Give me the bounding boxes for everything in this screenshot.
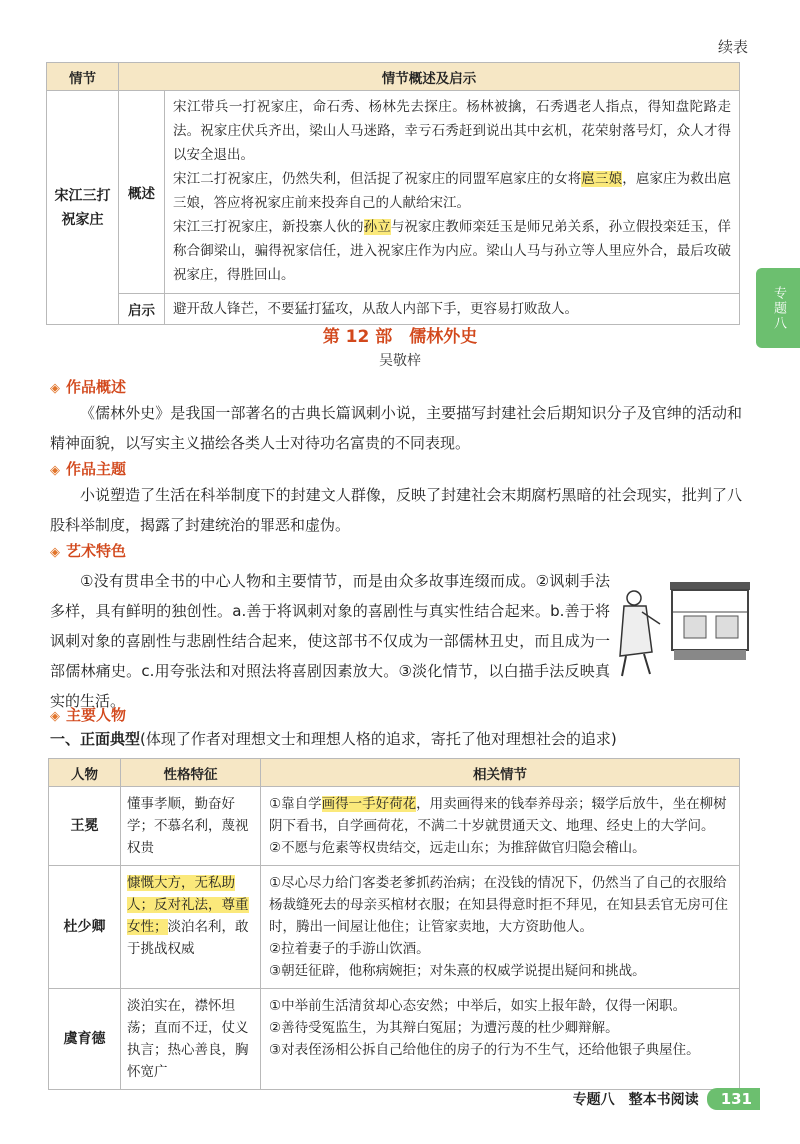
episode-name-text: 宋江三打祝家庄 — [54, 187, 111, 228]
diamond-arrow-icon: ◈ — [50, 709, 60, 724]
scholar-illustration — [612, 572, 754, 682]
part-title: 第 12 部 儒林外史 — [322, 327, 478, 347]
overview-label: 概述 — [119, 91, 165, 294]
episode-table — [46, 62, 740, 325]
character-plot — [261, 989, 740, 1090]
section-art-label: 艺术特色 — [66, 542, 127, 560]
overview-p3 — [173, 215, 731, 287]
section-art-title — [50, 540, 126, 561]
col-header-traits: 性格特征 — [121, 759, 261, 787]
col-header-summary: 情节概述及启示 — [119, 63, 740, 91]
table-row — [49, 866, 740, 989]
positive-type-heading — [50, 728, 617, 749]
character-name: 虞育德 — [49, 989, 121, 1090]
col-header-episode: 情节 — [47, 63, 119, 91]
character-name: 王冕 — [49, 787, 121, 866]
section-theme-title — [50, 458, 126, 479]
plot-line-2: ②不愿与危素等权贵结交，远走山东；为推辞做官归隐会稽山。 — [269, 840, 646, 856]
plot-line-3: ③朝廷征辟，他称病婉拒；对朱熹的权威学说提出疑问和挑战。 — [269, 963, 646, 979]
plot-highlight: 画得一手好荷花 — [321, 796, 417, 812]
section-characters-label: 主要人物 — [66, 706, 127, 724]
section-overview-title — [50, 376, 126, 397]
character-traits: 淡泊实在，襟怀坦荡；直而不迂，仗义执言；热心善良，胸怀宽广 — [121, 989, 261, 1090]
episode-name — [47, 91, 119, 325]
characters-table — [48, 758, 740, 1090]
plot-text: ，用卖画得来的钱奉养母亲；辍学后放牛，坐在柳树阴下看书，自学画荷花，不满二十岁就贯通天文、地理、经史上的大学问。 — [269, 796, 727, 834]
section-art-text: ①没有贯串全书的中心人物和主要情节，而是由众多故事连缀而成。②讽刺手法多样，具有鲜明的独创性。a.善于将讽刺对象的喜剧性与真实性结合起来。b.善于将讽刺对象的喜剧性与悲剧性结合起来，使这部书不仅成为一部儒林丑史，而且成为一部儒林痛史。c.用夸张法和对照法将喜剧因素放大。③淡化情节，以白描手法反映真实的生活。 — [50, 572, 610, 710]
insight-label: 启示 — [119, 294, 165, 325]
col-header-plot: 相关情节 — [261, 759, 740, 787]
continued-label: 续表 — [717, 38, 748, 56]
section-theme-label: 作品主题 — [66, 460, 127, 478]
positive-type-bold: 一、正面典型 — [50, 730, 141, 748]
plot-text: ①靠自学 — [269, 796, 322, 812]
p3-text-a: 宋江三打祝家庄，新投寨人伙的 — [173, 219, 364, 235]
p2-text-a: 宋江二打祝家庄，仍然失利，但活捉了祝家庄的同盟军扈家庄的女将 — [173, 171, 582, 187]
positive-type-desc: (体现了作者对理想文士和理想人格的追求，寄托了他对理想社会的追求) — [140, 730, 617, 748]
plot-line-2: ②善待受冤监生，为其辩白冤屈；为遭污蔑的杜少卿辩解。 — [269, 1020, 619, 1036]
overview-p2 — [173, 167, 731, 215]
overview-p1: 宋江带兵一打祝家庄，命石秀、杨林先去探庄。杨林被擒，石秀遇老人指点，得知盘陀路走法。祝家庄伏兵齐出，梁山人马迷路，幸亏石秀赶到说出其中玄机，花荣射落号灯，众人才得以安全退出。 — [173, 99, 731, 163]
table-row — [49, 787, 740, 866]
plot-line-1: ①尽心尽力给门客娄老爹抓药治病；在没钱的情况下，仍然当了自己的衣服给杨裁缝死去的母亲买棺材衣服；在知县得意时拒不拜见，在知县丢官无房可住时，腾出一间屋让他住；让管家卖地，大方资助他人。 — [269, 875, 728, 935]
plot-line-3: ③对表侄汤相公拆自己给他住的房子的行为不生气，还给他银子典屋住。 — [269, 1042, 700, 1058]
section-theme-text: 小说塑造了生活在科举制度下的封建文人群像，反映了封建社会末期腐朽黑暗的社会现实，批判了八股科举制度，揭露了封建统治的罪恶和虚伪。 — [50, 486, 742, 534]
insight-text: 避开敌人锋芒，不要猛打猛攻，从敌人内部下手，更容易打败敌人。 — [165, 294, 740, 325]
plot-line-1 — [269, 793, 731, 837]
table-row — [49, 989, 740, 1090]
page-footer — [573, 1088, 760, 1110]
col-header-character: 人物 — [49, 759, 121, 787]
section-overview-label: 作品概述 — [66, 378, 127, 396]
p2-text-b: ，扈家庄为救出扈三娘，答应将祝家庄前来投奔自己的人献给宋江。 — [173, 171, 732, 211]
footer-label: 专题八 整本书阅读 — [572, 1092, 699, 1108]
character-plot — [261, 866, 740, 989]
traits-text: 淡泊名利，敢于挑战权威 — [127, 919, 249, 957]
diamond-arrow-icon: ◈ — [50, 545, 60, 560]
plot-line-2: ②拉着妻子的手游山饮酒。 — [269, 941, 430, 957]
character-name: 杜少卿 — [49, 866, 121, 989]
character-traits — [121, 866, 261, 989]
traits-highlight: 慷慨大方，无私助人；反对礼法，尊重女性； — [127, 875, 249, 935]
section-overview-text: 《儒林外史》是我国一部著名的古典长篇讽刺小说，主要描写封建社会后期知识分子及官绅的活动和精神面貌，以写实主义描绘各类人士对待功名富贵的不同表现。 — [50, 404, 742, 452]
plot-line-1: ①中举前生活清贫却心态安然；中举后，如实上报年龄，仅得一闲职。 — [269, 998, 687, 1014]
diamond-arrow-icon: ◈ — [50, 463, 60, 478]
overview-text — [165, 91, 740, 294]
character-plot — [261, 787, 740, 866]
p2-highlight: 扈三娘 — [581, 171, 623, 187]
section-characters-title — [50, 704, 126, 725]
p3-text-b: 与祝家庄教师栾廷玉是师兄弟关系，孙立假投栾廷玉，佯称合御梁山，骗得祝家信任，进入祝家庄作为内应。梁山人马与孙立等人里应外合，最后攻破祝家庄，得胜回山。 — [173, 219, 732, 283]
character-traits: 懂事孝顺，勤奋好学；不慕名利，蔑视权贵 — [121, 787, 261, 866]
p3-highlight: 孙立 — [363, 219, 391, 235]
side-tab: 专题八 — [756, 268, 800, 348]
author: 吴敬梓 — [379, 353, 421, 369]
diamond-arrow-icon: ◈ — [50, 381, 60, 396]
page-number: 131 — [707, 1088, 760, 1110]
